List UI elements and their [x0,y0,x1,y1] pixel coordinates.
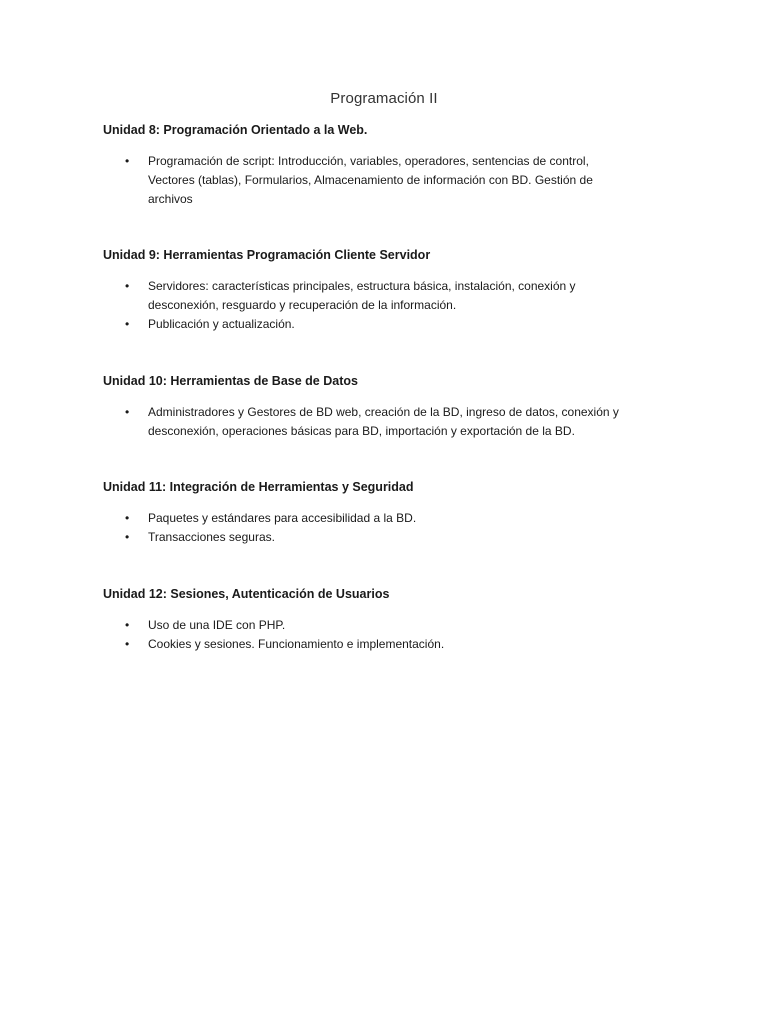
unit-heading: Unidad 12: Sesiones, Autenticación de Usuarios [103,587,390,601]
list-item-text: Programación de script: Introducción, variables, operadores, sentencias de control, Vectores (tablas), Formularios, Almacenamiento de información con BD. Gestión de archivos [148,154,593,206]
list-item-text: Transacciones seguras. [148,530,275,544]
unit-heading: Unidad 8: Programación Orientado a la Web. [103,123,368,137]
bullet-icon: • [125,511,130,525]
bullet-list [103,616,623,654]
list-item [103,509,628,528]
list-item [103,616,628,635]
list-item [103,277,628,315]
unit-section-11 [103,479,623,547]
unit-section-8 [103,122,623,209]
bullet-icon: • [125,405,130,419]
bullet-icon: • [125,317,130,331]
bullet-list [103,509,623,547]
unit-section-12 [103,586,623,654]
list-item [103,403,628,441]
bullet-list [103,277,623,334]
list-item-text: Paquetes y estándares para accesibilidad a la BD. [148,511,417,525]
list-item [103,528,628,547]
list-item-text: Publicación y actualización. [148,317,295,331]
list-item [103,152,628,209]
bullet-icon: • [125,154,130,168]
list-item [103,315,628,334]
unit-heading: Unidad 9: Herramientas Programación Cliente Servidor [103,248,431,262]
bullet-icon: • [125,618,130,632]
list-item-text: Servidores: características principales, estructura básica, instalación, conexión y desconexión, resguardo y recuperación de la información. [148,279,576,312]
unit-section-9 [103,247,623,334]
document-title: Programación II [330,90,438,107]
unit-heading: Unidad 10: Herramientas de Base de Datos [103,374,358,388]
bullet-list [103,152,623,209]
list-item [103,635,628,654]
unit-section-10 [103,373,623,441]
unit-heading: Unidad 11: Integración de Herramientas y Seguridad [103,480,414,494]
list-item-text: Cookies y sesiones. Funcionamiento e implementación. [148,637,445,651]
bullet-list [103,403,623,441]
bullet-icon: • [125,279,130,293]
list-item-text: Administradores y Gestores de BD web, creación de la BD, ingreso de datos, conexión y desconexión, operaciones básicas para BD, importación y exportación de la BD. [148,405,619,438]
bullet-icon: • [125,637,130,651]
list-item-text: Uso de una IDE con PHP. [148,618,286,632]
bullet-icon: • [125,530,130,544]
